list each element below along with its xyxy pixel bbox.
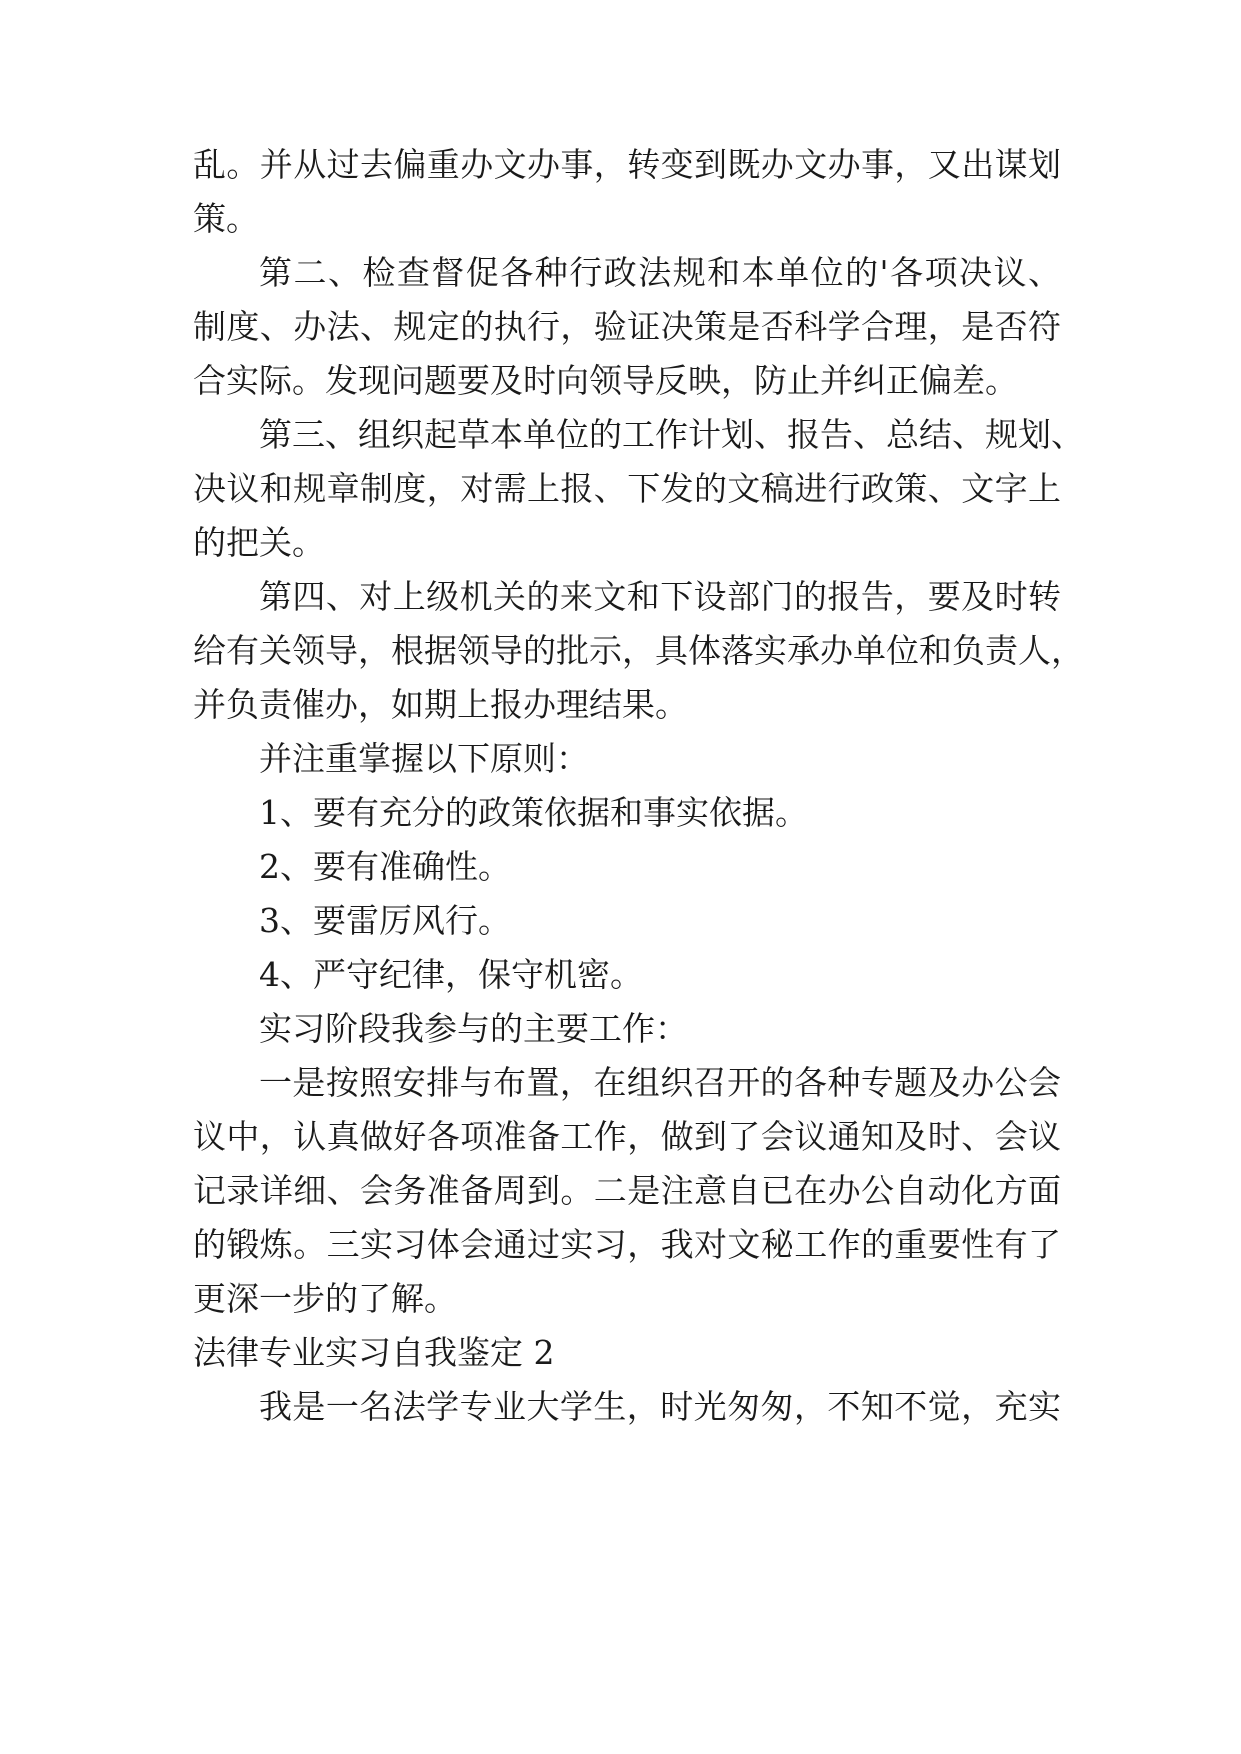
body-text-line: 更深一步的了解。 <box>193 1279 457 1318</box>
list-item: 4、严守纪律，保守机密。 <box>259 955 643 994</box>
body-text-line: 合实际。发现问题要及时向领导反映，防止并纠正偏差。 <box>193 361 1018 400</box>
body-text-line: 策。 <box>193 199 259 238</box>
body-text-line: 第四、对上级机关的来文和下设部门的报告，要及时转 <box>259 577 1061 616</box>
body-text-line: 的锻炼。三实习体会通过实习，我对文秘工作的重要性有了 <box>193 1225 1061 1264</box>
body-text-line: 我是一名法学专业大学生，时光匆匆，不知不觉，充实 <box>259 1387 1061 1426</box>
body-text-line: 第三、组织起草本单位的工作计划、报告、总结、规划、 <box>259 415 1084 454</box>
body-text-line: 乱。并从过去偏重办文办事，转变到既办文办事，又出谋划 <box>193 145 1061 184</box>
body-text-line: 的把关。 <box>193 523 325 562</box>
body-text-line: 并负责催办，如期上报办理结果。 <box>193 685 688 724</box>
body-text-line: 议中，认真做好各项准备工作，做到了会议通知及时、会议 <box>193 1117 1061 1156</box>
body-text-line: 实习阶段我参与的主要工作： <box>259 1009 688 1048</box>
body-text-line: 决议和规章制度，对需上报、下发的文稿进行政策、文字上 <box>193 469 1061 508</box>
body-text-line: 第二、检查督促各种行政法规和本单位的'各项决议、 <box>259 253 1061 292</box>
body-text-line: 给有关领导，根据领导的批示，具体落实承办单位和负责人， <box>193 631 1084 670</box>
list-item: 2、要有准确性。 <box>259 847 511 886</box>
section-heading: 法律专业实习自我鉴定 2 <box>193 1333 555 1372</box>
body-text-line: 一是按照安排与布置，在组织召开的各种专题及办公会 <box>259 1063 1061 1102</box>
list-item: 3、要雷厉风行。 <box>259 901 511 940</box>
body-text-line: 并注重掌握以下原则： <box>259 739 589 778</box>
list-item: 1、要有充分的政策依据和事实依据。 <box>259 793 808 832</box>
body-text-line: 制度、办法、规定的执行，验证决策是否科学合理，是否符 <box>193 307 1061 346</box>
body-text-line: 记录详细、会务准备周到。二是注意自已在办公自动化方面 <box>193 1171 1061 1210</box>
